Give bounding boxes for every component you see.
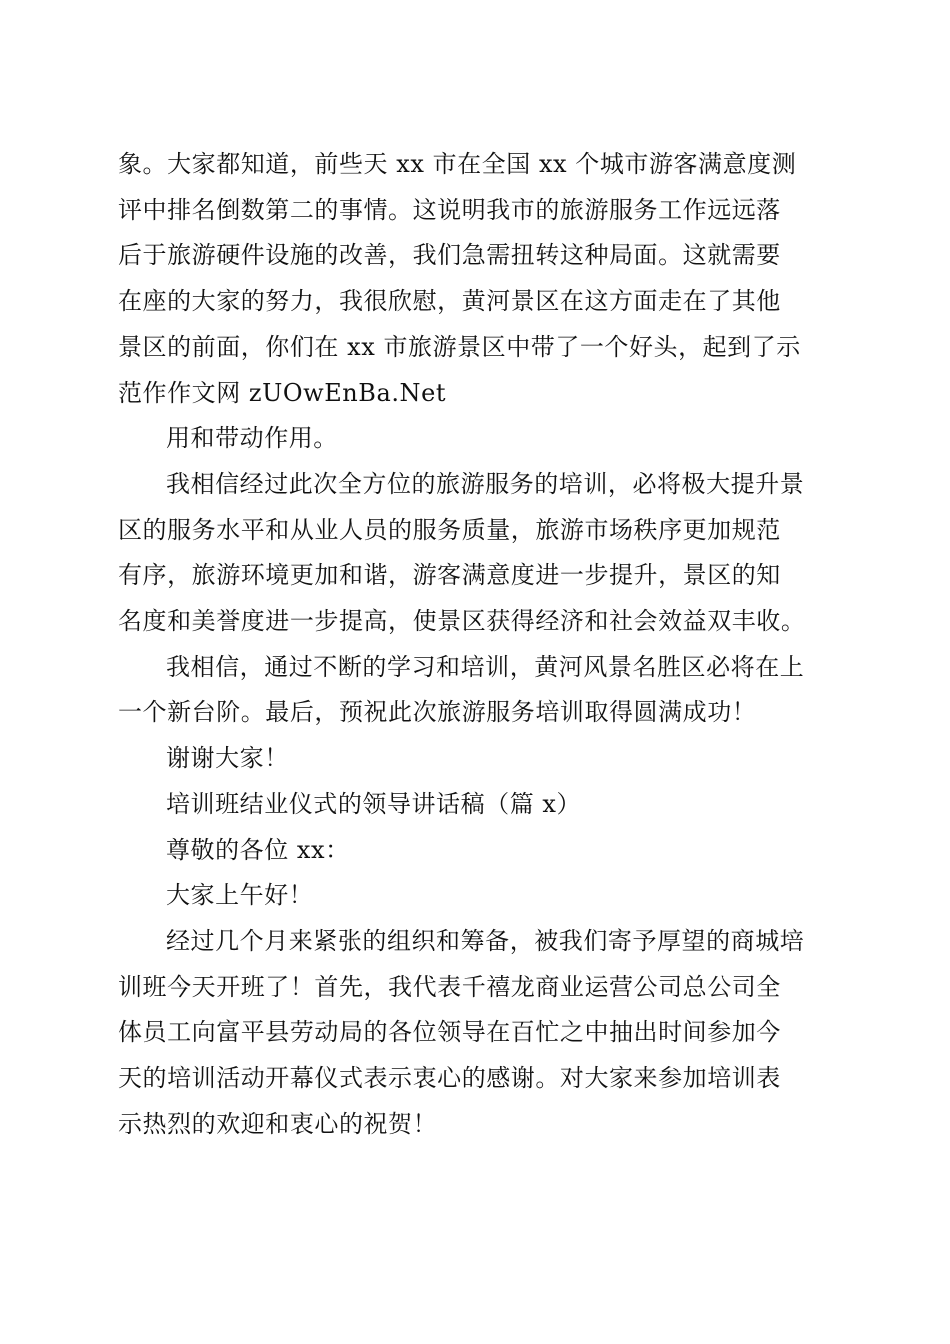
text-line: 有序，旅游环境更加和谐，游客满意度进一步提升，景区的知 (118, 561, 781, 590)
text-line: 经过几个月来紧张的组织和筹备，被我们寄予厚望的商城培 (166, 926, 805, 955)
text-line: 谢谢大家！ (166, 744, 289, 773)
paragraph (118, 919, 828, 1148)
text-line: 体员工向富平县劳动局的各位领导在百忙之中抽出时间参加今 (118, 1018, 781, 1047)
paragraph (118, 462, 828, 645)
text-line: 区的服务水平和从业人员的服务质量，旅游市场秩序更加规范 (118, 515, 781, 544)
text-line: 评中排名倒数第二的事情。这说明我市的旅游服务工作远远落 (118, 195, 781, 224)
document-body (118, 142, 828, 1147)
text-line: 在座的大家的努力，我很欣慰，黄河景区在这方面走在了其他 (118, 287, 781, 316)
text-line: 尊敬的各位 xx： (166, 835, 350, 864)
text-line: 训班今天开班了！首先，我代表千禧龙商业运营公司总公司全 (118, 972, 781, 1001)
paragraph (118, 873, 828, 919)
text-line: 示热烈的欢迎和衷心的祝贺！ (118, 1109, 438, 1138)
text-line: 一个新台阶。最后，预祝此次旅游服务培训取得圆满成功！ (118, 698, 757, 727)
text-line: 象。大家都知道，前些天 xx 市在全国 xx 个城市游客满意度测 (118, 150, 797, 178)
paragraph (118, 645, 828, 736)
text-line: 用和带动作用。 (166, 424, 338, 453)
text-line: 我相信经过此次全方位的旅游服务的培训，必将极大提升景 (166, 469, 805, 498)
text-line: 大家上午好！ (166, 881, 314, 910)
text-line: 我相信，通过不断的学习和培训，黄河风景名胜区必将在上 (166, 652, 805, 681)
paragraph (118, 142, 828, 416)
text-line: 后于旅游硬件设施的改善，我们急需扭转这种局面。这就需要 (118, 241, 781, 270)
text-line: 景区的前面，你们在 xx 市旅游景区中带了一个好头，起到了示 (118, 332, 801, 361)
text-line: 范作作文网 zUOwEnBa.Net (118, 378, 447, 407)
text-line: 培训班结业仪式的领导讲话稿（篇 x） (166, 789, 582, 818)
text-line: 名度和美誉度进一步提高，使景区获得经济和社会效益双丰收。 (118, 607, 806, 636)
paragraph (118, 416, 828, 462)
paragraph (118, 828, 828, 874)
text-line: 天的培训活动开幕仪式表示衷心的感谢。对大家来参加培训表 (118, 1064, 781, 1093)
paragraph (118, 782, 828, 828)
paragraph (118, 736, 828, 782)
